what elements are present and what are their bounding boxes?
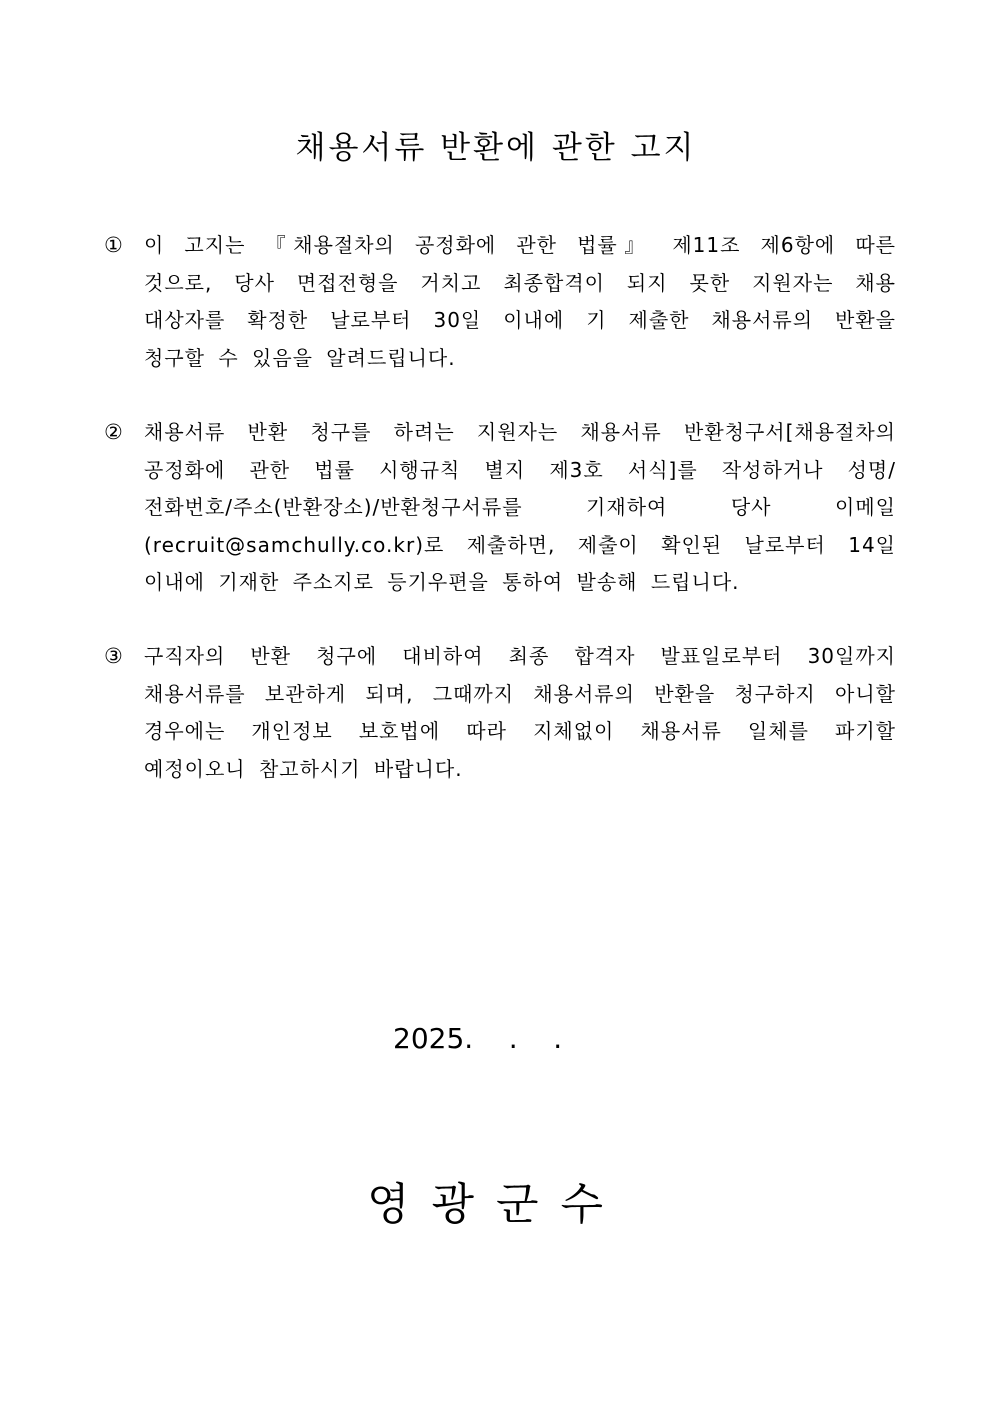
notice-item-3 (104, 638, 896, 788)
document-title: 채용서류 반환에 관한 고지 (295, 130, 697, 166)
item-text: 구직자의 반환 청구에 대비하여 최종 합격자 발표일로부터 30일까지 채용서류를 보관하게 되며, 그때까지 채용서류의 반환을 청구하지 아니할 경우에는 개인정보 보호법에 따라 지체없이 채용서류 일체를 파기할 예정이오니 참고하시기 바랍니다. (144, 644, 896, 781)
signer-name: 영광군수 (366, 1179, 625, 1230)
item-number: ③ (104, 644, 123, 668)
document-date: 2025. . . (393, 1022, 563, 1055)
notice-item-2 (104, 414, 896, 602)
notice-item-1 (104, 227, 896, 377)
item-number: ② (104, 420, 123, 444)
item-text: 채용서류 반환 청구를 하려는 지원자는 채용서류 반환청구서[채용절차의 공정화에 관한 법률 시행규칙 별지 제3호 서식]를 작성하거나 성명/전화번호/주소(반환장소)/반환청구서류를 기재하여 당사 이메일 (recruit@samchully.co.kr)로 제출하면, 제출이 확인된 날로부터 14일 이내에 기재한 주소지로 등기우편을 통하여 발송해 드립니다. (144, 420, 896, 594)
item-number: ① (104, 233, 123, 257)
item-text: 이 고지는 『채용절차의 공정화에 관한 법률』 제11조 제6항에 따른 것으로, 당사 면접전형을 거치고 최종합격이 되지 못한 지원자는 채용 대상자를 확정한 날로부터 30일 이내에 기 제출한 채용서류의 반환을 청구할 수 있음을 알려드립니다. (144, 233, 896, 370)
